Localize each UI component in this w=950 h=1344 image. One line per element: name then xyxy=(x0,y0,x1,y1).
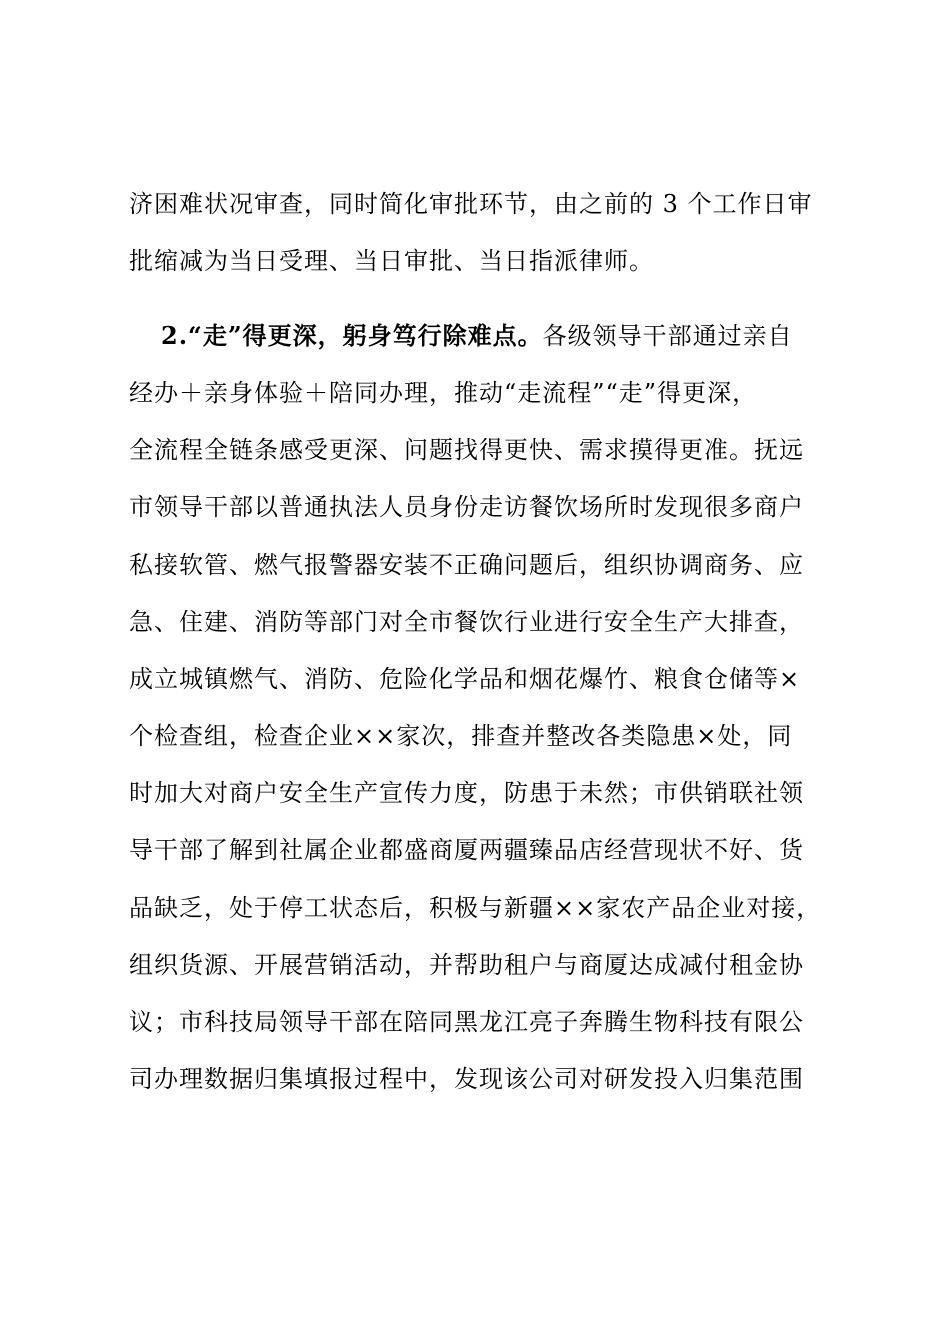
paragraph-2-line-11: 品缺乏，处于停工状态后，积极与新疆××家农产品企业对接， xyxy=(129,894,822,922)
paragraph-2-line-10: 导干部了解到社属企业都盛商厦两疆臻品店经营现状不好、货 xyxy=(129,836,804,864)
paragraph-2-line-9: 时加大对商户安全生产宣传力度，防患于未然；市供销联社领 xyxy=(129,779,804,807)
paragraph-2-line-12: 组织货源、开展营销活动，并帮助租户与商厦达成减付租金协 xyxy=(129,951,804,979)
paragraph-2-line-5: 私接软管、燃气报警器安装不正确问题后，组织协调商务、应 xyxy=(129,551,804,579)
paragraph-1-line-2: 批缩减为当日受理、当日审批、当日指派律师。 xyxy=(129,247,654,275)
paragraph-1-line-1: 济困难状况审查，同时简化审批环节，由之前的 3 个工作日审 xyxy=(129,190,813,218)
paragraph-2-line-2: 经办＋亲身体验＋陪同办理，推动“走流程”“走”得更深， xyxy=(129,379,758,407)
paragraph-2-line-4: 市领导干部以普通执法人员身份走访餐饮场所时发现很多商户 xyxy=(129,493,804,521)
paragraph-2-line-6: 急、住建、消防等部门对全市餐饮行业进行安全生产大排查， xyxy=(129,608,804,636)
paragraph-2-line-8: 个检查组，检查企业××家次，排查并整改各类隐患×处，同 xyxy=(129,722,793,750)
paragraph-2-line-13: 议；市科技局领导干部在陪同黑龙江亮子奔腾生物科技有限公 xyxy=(129,1008,804,1036)
paragraph-2-line-1 xyxy=(161,316,881,356)
paragraph-2-line-1-text: 各级领导干部通过亲自 xyxy=(542,322,793,350)
paragraph-2-line-3: 全流程全链条感受更深、问题找得更快、需求摸得更准。抚远 xyxy=(129,436,804,464)
paragraph-2-line-7: 成立城镇燃气、消防、危险化学品和烟花爆竹、粮食仓储等× xyxy=(129,665,801,693)
section-heading: 2.“走”得更深，躬身笃行除难点。 xyxy=(161,321,543,350)
paragraph-2-line-14: 司办理数据归集填报过程中，发现该公司对研发投入归集范围 xyxy=(129,1065,804,1093)
